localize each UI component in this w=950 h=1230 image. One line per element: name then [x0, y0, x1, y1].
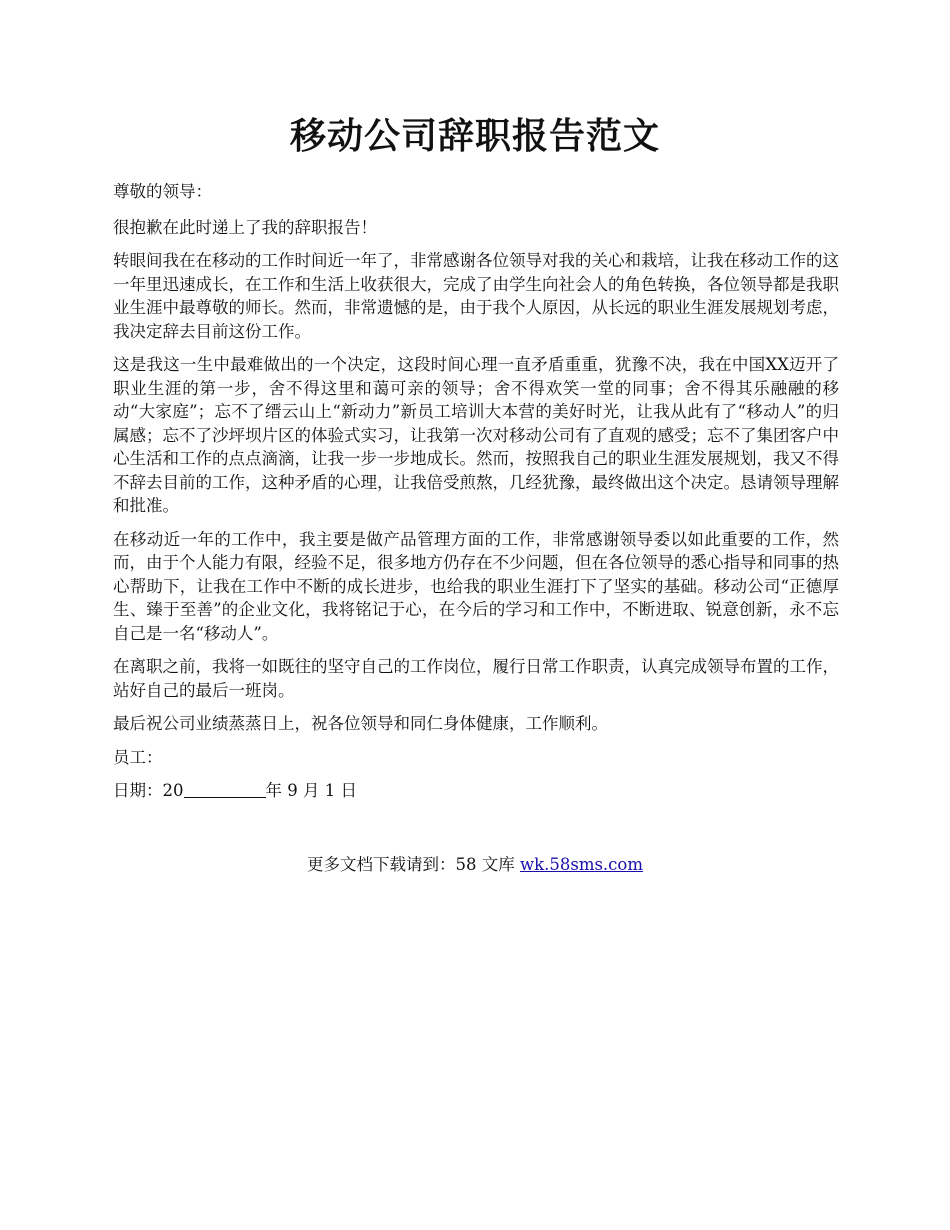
- paragraph-apology: 很抱歉在此时递上了我的辞职报告！: [113, 217, 377, 237]
- date-line: [113, 779, 839, 803]
- date-blank-underline: [184, 779, 266, 798]
- paragraph-commitment: 在离职之前，我将一如既往的坚守自己的工作岗位，履行日常工作职责，认真完成领导布置的工作，站好自己的最后一班岗。: [113, 657, 839, 700]
- footer-text: 更多文档下载请到：58 文库: [306, 855, 520, 874]
- paragraph-gratitude: 转眼间我在在移动的工作时间近一年了，非常感谢各位领导对我的关心和栽培，让我在移动工作的这一年里迅速成长，在工作和生活上收获很大，完成了由学生向社会人的角色转换，各位领导都是我职业生涯中最尊敬的师长。然而，非常遗憾的是，由于我个人原因，从长远的职业生涯发展规划考虑，我决定辞去目前这份工作。: [113, 251, 839, 341]
- footer-link[interactable]: wk.58sms.com: [519, 855, 643, 874]
- paragraph-closing-wishes: 最后祝公司业绩蒸蒸日上，祝各位领导和同仁身体健康，工作顺利。: [113, 714, 608, 733]
- paragraph-decision: 这是我这一生中最难做出的一个决定，这段时间心理一直矛盾重重，犹豫不决，我在中国XX迈开了职业生涯的第一步，舍不得这里和蔼可亲的领导；舍不得欢笑一堂的同事；舍不得其乐融融的移动“大家庭”；忘不了缙云山上“新动力”新员工培训大本营的美好时光，让我从此有了“移动人”的归属感；忘不了沙坪坝片区的体验式实习，让我第一次对移动公司有了直观的感受；忘不了集团客户中心生活和工作的点点滴滴，让我一步一步地成长。然而，按照我自己的职业生涯发展规划，我又不得不辞去目前的工作，这种矛盾的心理，让我倍受煎熬，几经犹豫，最终做出这个决定。恳请领导理解和批准。: [113, 355, 839, 515]
- document-title: 移动公司辞职报告范文: [289, 115, 660, 157]
- footer: [0, 853, 950, 877]
- salutation: 尊敬的领导：: [113, 182, 212, 201]
- date-suffix: 年 9 月 1 日: [265, 781, 357, 800]
- employee-signature-line: 员工：: [113, 747, 163, 767]
- document-body: [113, 180, 839, 813]
- date-prefix: 日期：20: [113, 781, 184, 800]
- paragraph-work-summary: 在移动近一年的工作中，我主要是做产品管理方面的工作，非常感谢领导委以如此重要的工作，然而，由于个人能力有限，经验不足，很多地方仍存在不少问题，但在各位领导的悉心指导和同事的热心帮助下，让我在工作中不断的成长进步，也给我的职业生涯打下了坚实的基础。移动公司“正德厚生、臻于至善”的企业文化，我将铭记于心，在今后的学习和工作中，不断进取、锐意创新，永不忘自己是一名“移动人”。: [113, 529, 839, 643]
